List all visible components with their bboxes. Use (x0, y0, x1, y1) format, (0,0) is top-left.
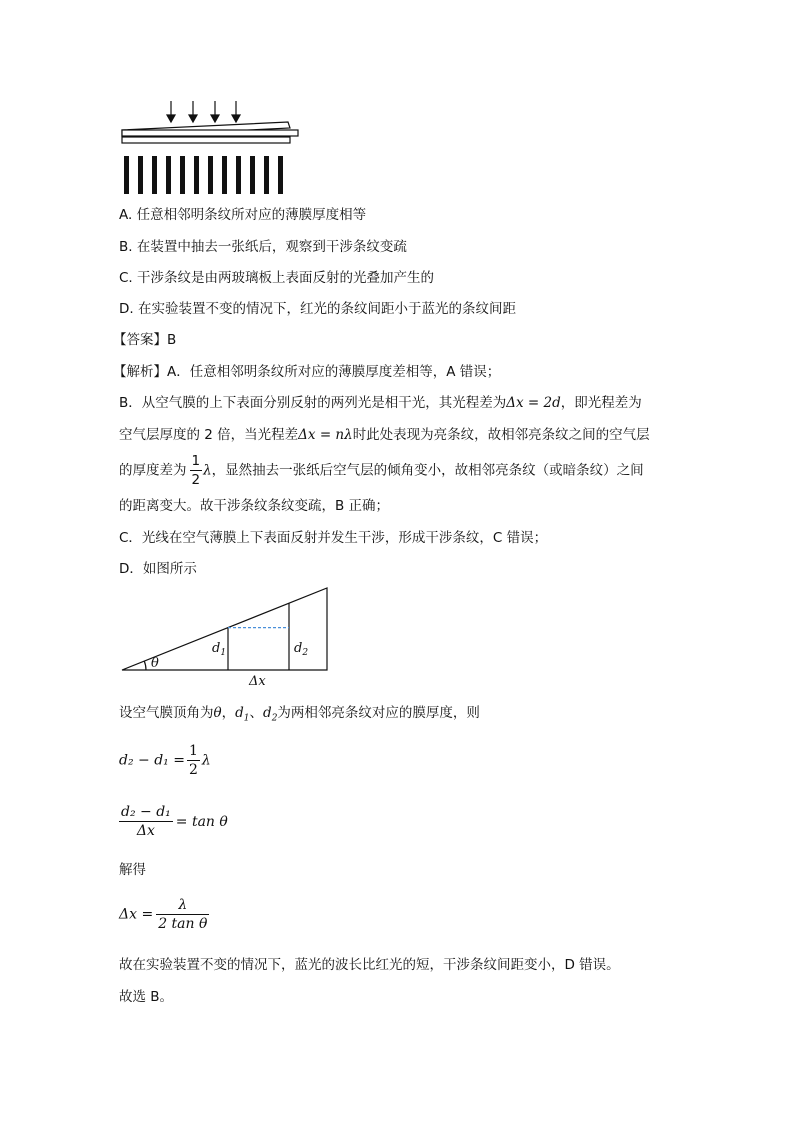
incident-light-arrows (167, 101, 240, 122)
analysis-b-line4: 的距离变大。故干涉条纹条纹变疏，B 正确； (119, 498, 390, 514)
bright-fringe-condition: Δx = nλ (298, 427, 353, 443)
eq2-fraction (119, 803, 173, 840)
answer-value: B (167, 332, 177, 348)
theta-label: θ (151, 656, 159, 671)
setup-comma: ， (221, 705, 236, 721)
final-answer: 故选 B。 (119, 989, 174, 1005)
analysis-b-line3-text: 的厚度差为 (119, 462, 187, 479)
analysis-label: 【解析】 (113, 364, 167, 380)
eq3-denominator: 2 tan θ (158, 916, 208, 932)
eq2-rhs: = tan θ (175, 813, 228, 830)
half-fraction-numerator: 1 (191, 453, 201, 469)
answer-label: 【答案】 (113, 332, 167, 348)
analysis-d: D．如图所示 (119, 561, 197, 577)
setup-separator: 、 (249, 705, 264, 721)
delta-x-label: Δx (249, 674, 266, 689)
eq3-numerator: λ (156, 896, 209, 915)
half-fraction-denominator: 2 (191, 472, 201, 488)
analysis-b-line1-text: B．从空气膜的上下表面分别反射的两列光是相干光，其光程差为 (119, 395, 507, 411)
interference-fringes (124, 156, 283, 194)
analysis-b-line3 (119, 452, 644, 489)
setup-d1: $d_1$ (235, 705, 250, 724)
glass-plates (122, 122, 298, 143)
conclusion: 故在实验装置不变的情况下，蓝光的波长比红光的短，干涉条纹间距变小，D 错误。 (119, 957, 620, 973)
eq1-denominator: 2 (188, 762, 198, 778)
d1-label: $d_1$ (212, 641, 227, 658)
half-fraction (190, 452, 203, 489)
eq3-fraction (156, 896, 209, 933)
analysis-b-line2 (119, 425, 650, 445)
option-b: B. 在装置中抽去一张纸后，观察到干涉条纹变疏 (119, 239, 407, 255)
setup-tail: 为两相邻亮条纹对应的膜厚度，则 (277, 705, 480, 721)
apparatus-figure (118, 96, 308, 196)
analysis-a (113, 362, 500, 382)
eq1-rhs: λ (201, 752, 211, 769)
eq1-lhs: d₂ − d₁ = (119, 752, 185, 769)
solve-label: 解得 (119, 862, 146, 878)
eq1-fraction (187, 742, 200, 779)
analysis-b-line1 (119, 393, 642, 413)
eq2-denominator: Δx (136, 823, 155, 839)
setup-d2: $d_2$ (263, 705, 278, 724)
derivation-setup (119, 703, 480, 729)
path-difference-equation: Δx = 2d (506, 395, 561, 411)
wedge-figure (118, 584, 333, 690)
analysis-a-text: A．任意相邻明条纹所对应的薄膜厚度差相等，A 错误； (167, 364, 501, 380)
analysis-c: C．光线在空气薄膜上下表面反射并发生干涉，形成干涉条纹，C 错误； (119, 530, 548, 546)
answer-line (113, 330, 176, 350)
option-c: C. 干涉条纹是由两玻璃板上表面反射的光叠加产生的 (119, 270, 435, 286)
equation-1 (119, 742, 211, 779)
equation-3 (119, 896, 209, 933)
analysis-b-line2-text: 空气层厚度的 2 倍，当光程差 (119, 427, 299, 443)
option-a: A. 任意相邻明条纹所对应的薄膜厚度相等 (119, 207, 367, 223)
setup-text: 设空气膜顶角为 (119, 705, 214, 721)
analysis-b-line2-tail: 时此处表现为亮条纹，故相邻亮条纹之间的空气层 (352, 427, 650, 443)
d2-label: $d_2$ (294, 641, 309, 658)
eq2-numerator: d₂ − d₁ (121, 804, 171, 820)
eq3-lhs: Δx = (119, 906, 154, 923)
setup-theta: θ (213, 705, 222, 721)
equation-2 (119, 803, 228, 840)
analysis-b-line3-tail: ，显然抽去一张纸后空气层的倾角变小，故相邻亮条纹（或暗条纹）之间 (211, 462, 644, 479)
option-d: D. 在实验装置不变的情况下，红光的条纹间距小于蓝光的条纹间距 (119, 301, 516, 317)
theta-arc (144, 661, 146, 670)
lambda-symbol: λ (203, 462, 212, 479)
eq1-numerator: 1 (188, 743, 198, 759)
analysis-b-line1-tail: ，即光程差为 (560, 395, 642, 411)
